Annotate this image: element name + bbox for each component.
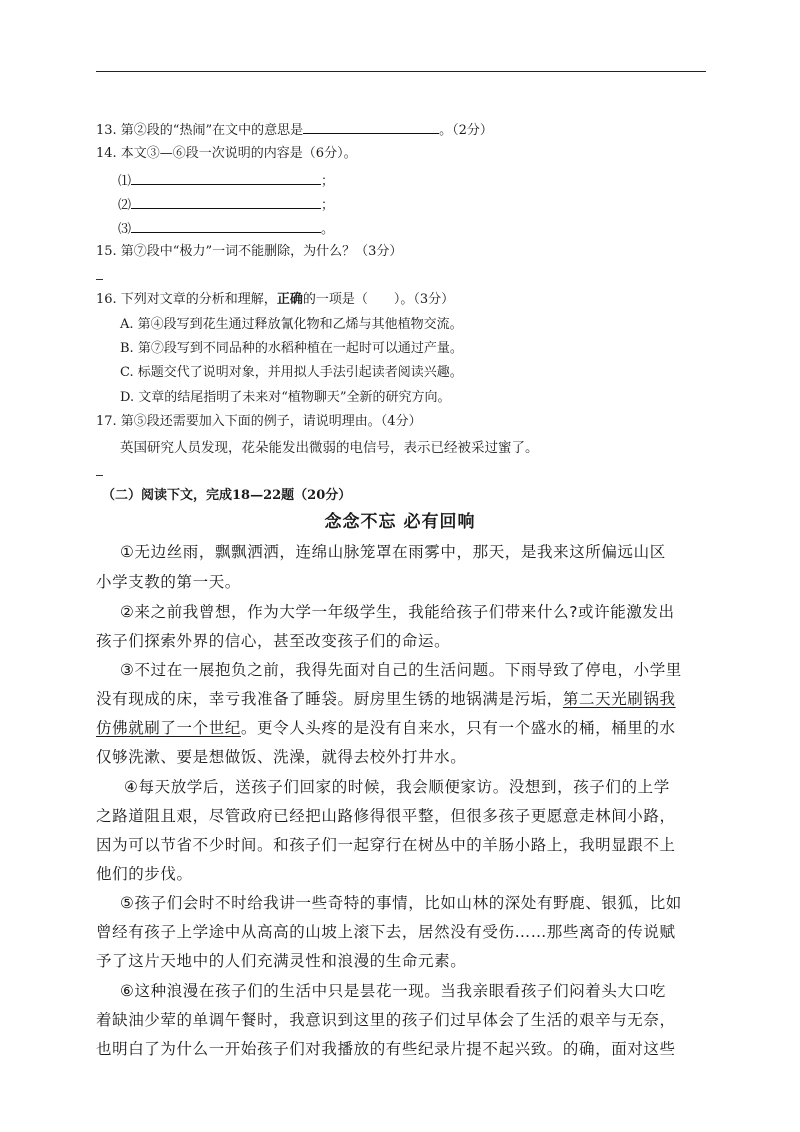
paragraph-3-line: 仿佛就刷了一个世纪。更令人头疼的是没有自来水，只有一个盛水的桶，桶里的水 (96, 719, 676, 737)
header-rule (96, 71, 706, 72)
question-14-item-1: ⑴ ； (118, 171, 334, 191)
paragraph-4-line: 他们的步伐。 (96, 865, 193, 883)
paragraph-4-line: 因为可以节省不少时间。和孩子们一起穿行在树丛中的羊肠小路上，我明显跟不上 (96, 836, 676, 854)
underlined-sentence: 第二天光刷锅我 (562, 690, 676, 708)
paragraph-5-line: 予了这片天地中的人们充满灵性和浪漫的生命元素。 (96, 952, 467, 970)
question-17: 17. 第⑤段还需要加入下面的例子，请说明理由。（4分） (96, 414, 422, 429)
paragraph-3-line: 没有现成的床，幸亏我准备了睡袋。厨房里生锈的地锅满是污垢，第二天光刷锅我 (96, 690, 676, 708)
paragraph-6-line: 也明白了为什么一开始孩子们对我播放的有些纪录片提不起兴致。的确，面对这些 (96, 1040, 676, 1058)
answer-blank[interactable] (131, 195, 321, 209)
paragraph-6-line: ⑥这种浪漫在孩子们的生活中只是昙花一现。当我亲眼看孩子们闷着头大口吃 (120, 982, 666, 1000)
question-13: 13. 第②段的“热闹”在文中的意思是 。（2分） (96, 120, 493, 140)
answer-blank[interactable] (131, 219, 321, 233)
paragraph-2-line: ②来之前我曾想，作为大学一年级学生，我能给孩子们带来什么?或许能激发出 (120, 603, 675, 621)
answer-blank[interactable] (303, 120, 439, 134)
paragraph-5-line: 曾经有孩子上学途中从高高的山坡上滚下去，居然没有受伤……那些离奇的传说赋 (96, 923, 676, 941)
question-17-example: 英国研究人员发现，花朵能发出微弱的电信号，表示已经被采过蜜了。 (120, 440, 539, 456)
question-14-item-3: ⑶ 。 (118, 219, 334, 239)
paragraph-2-line: 孩子们探索外界的信心，甚至改变孩子们的命运。 (96, 632, 451, 650)
section-heading: （二）阅读下文，完成18—22题（20分） (102, 488, 352, 503)
paragraph-6-line: 着缺油少荤的单调午餐时，我意识到这里的孩子们过早体会了生活的艰辛与无奈， (96, 1011, 676, 1029)
answer-mark (96, 475, 103, 476)
underlined-sentence: 仿佛就刷了一个世纪 (96, 719, 241, 737)
paragraph-4-line: 之路道阻且艰，尽管政府已经把山路修得很平整，但很多孩子更愿意走林间小路， (96, 807, 676, 825)
question-14-item-2: ⑵ ； (118, 195, 334, 215)
answer-blank[interactable] (131, 171, 321, 185)
question-16-option-c[interactable]: C. 标题交代了说明对象，并用拟人手法引起读者阅读兴趣。 (120, 365, 463, 380)
question-16: 16. 下列对文章的分析和理解，正确的一项是（ ）。（3分） (96, 292, 455, 307)
answer-mark (96, 279, 103, 280)
question-16-option-a[interactable]: A. 第④段写到花生通过释放氰化物和乙烯与其他植物交流。 (120, 317, 463, 332)
paragraph-4-line: ④每天放学后，送孩子们回家的时候，我会顺便家访。没想到，孩子们的上学 (124, 778, 670, 796)
paragraph-3-line: 仅够洗漱、要是想做饭、洗澡，就得去校外打井水。 (96, 748, 467, 766)
question-16-option-b[interactable]: B. 第⑦段写到不同品种的水稻种植在一起时可以通过产量。 (120, 341, 463, 356)
paragraph-5-line: ⑤孩子们会时不时给我讲一些奇特的事情，比如山林的深处有野鹿、银狐，比如 (120, 894, 682, 912)
question-14: 14. 本文③—⑥段一次说明的内容是（6分）。 (96, 146, 357, 161)
paragraph-1-line: 小学支教的第一天。 (96, 573, 241, 591)
paragraph-1-line: ①无边丝雨，飘飘洒洒，连绵山脉笼罩在雨雾中，那天，是我来这所偏远山区 (120, 543, 666, 561)
paragraph-3-line: ③不过在一展抱负之前，我得先面对自己的生活问题。下雨导致了停电，小学里 (120, 661, 682, 679)
question-16-option-d[interactable]: D. 文章的结尾指明了未来对“植物聊天”全新的研究方向。 (120, 390, 451, 405)
question-15: 15. 第⑦段中“极力”一词不能删除，为什么？（3分） (96, 244, 403, 259)
article-title: 念念不忘 必有回响 (324, 512, 476, 532)
